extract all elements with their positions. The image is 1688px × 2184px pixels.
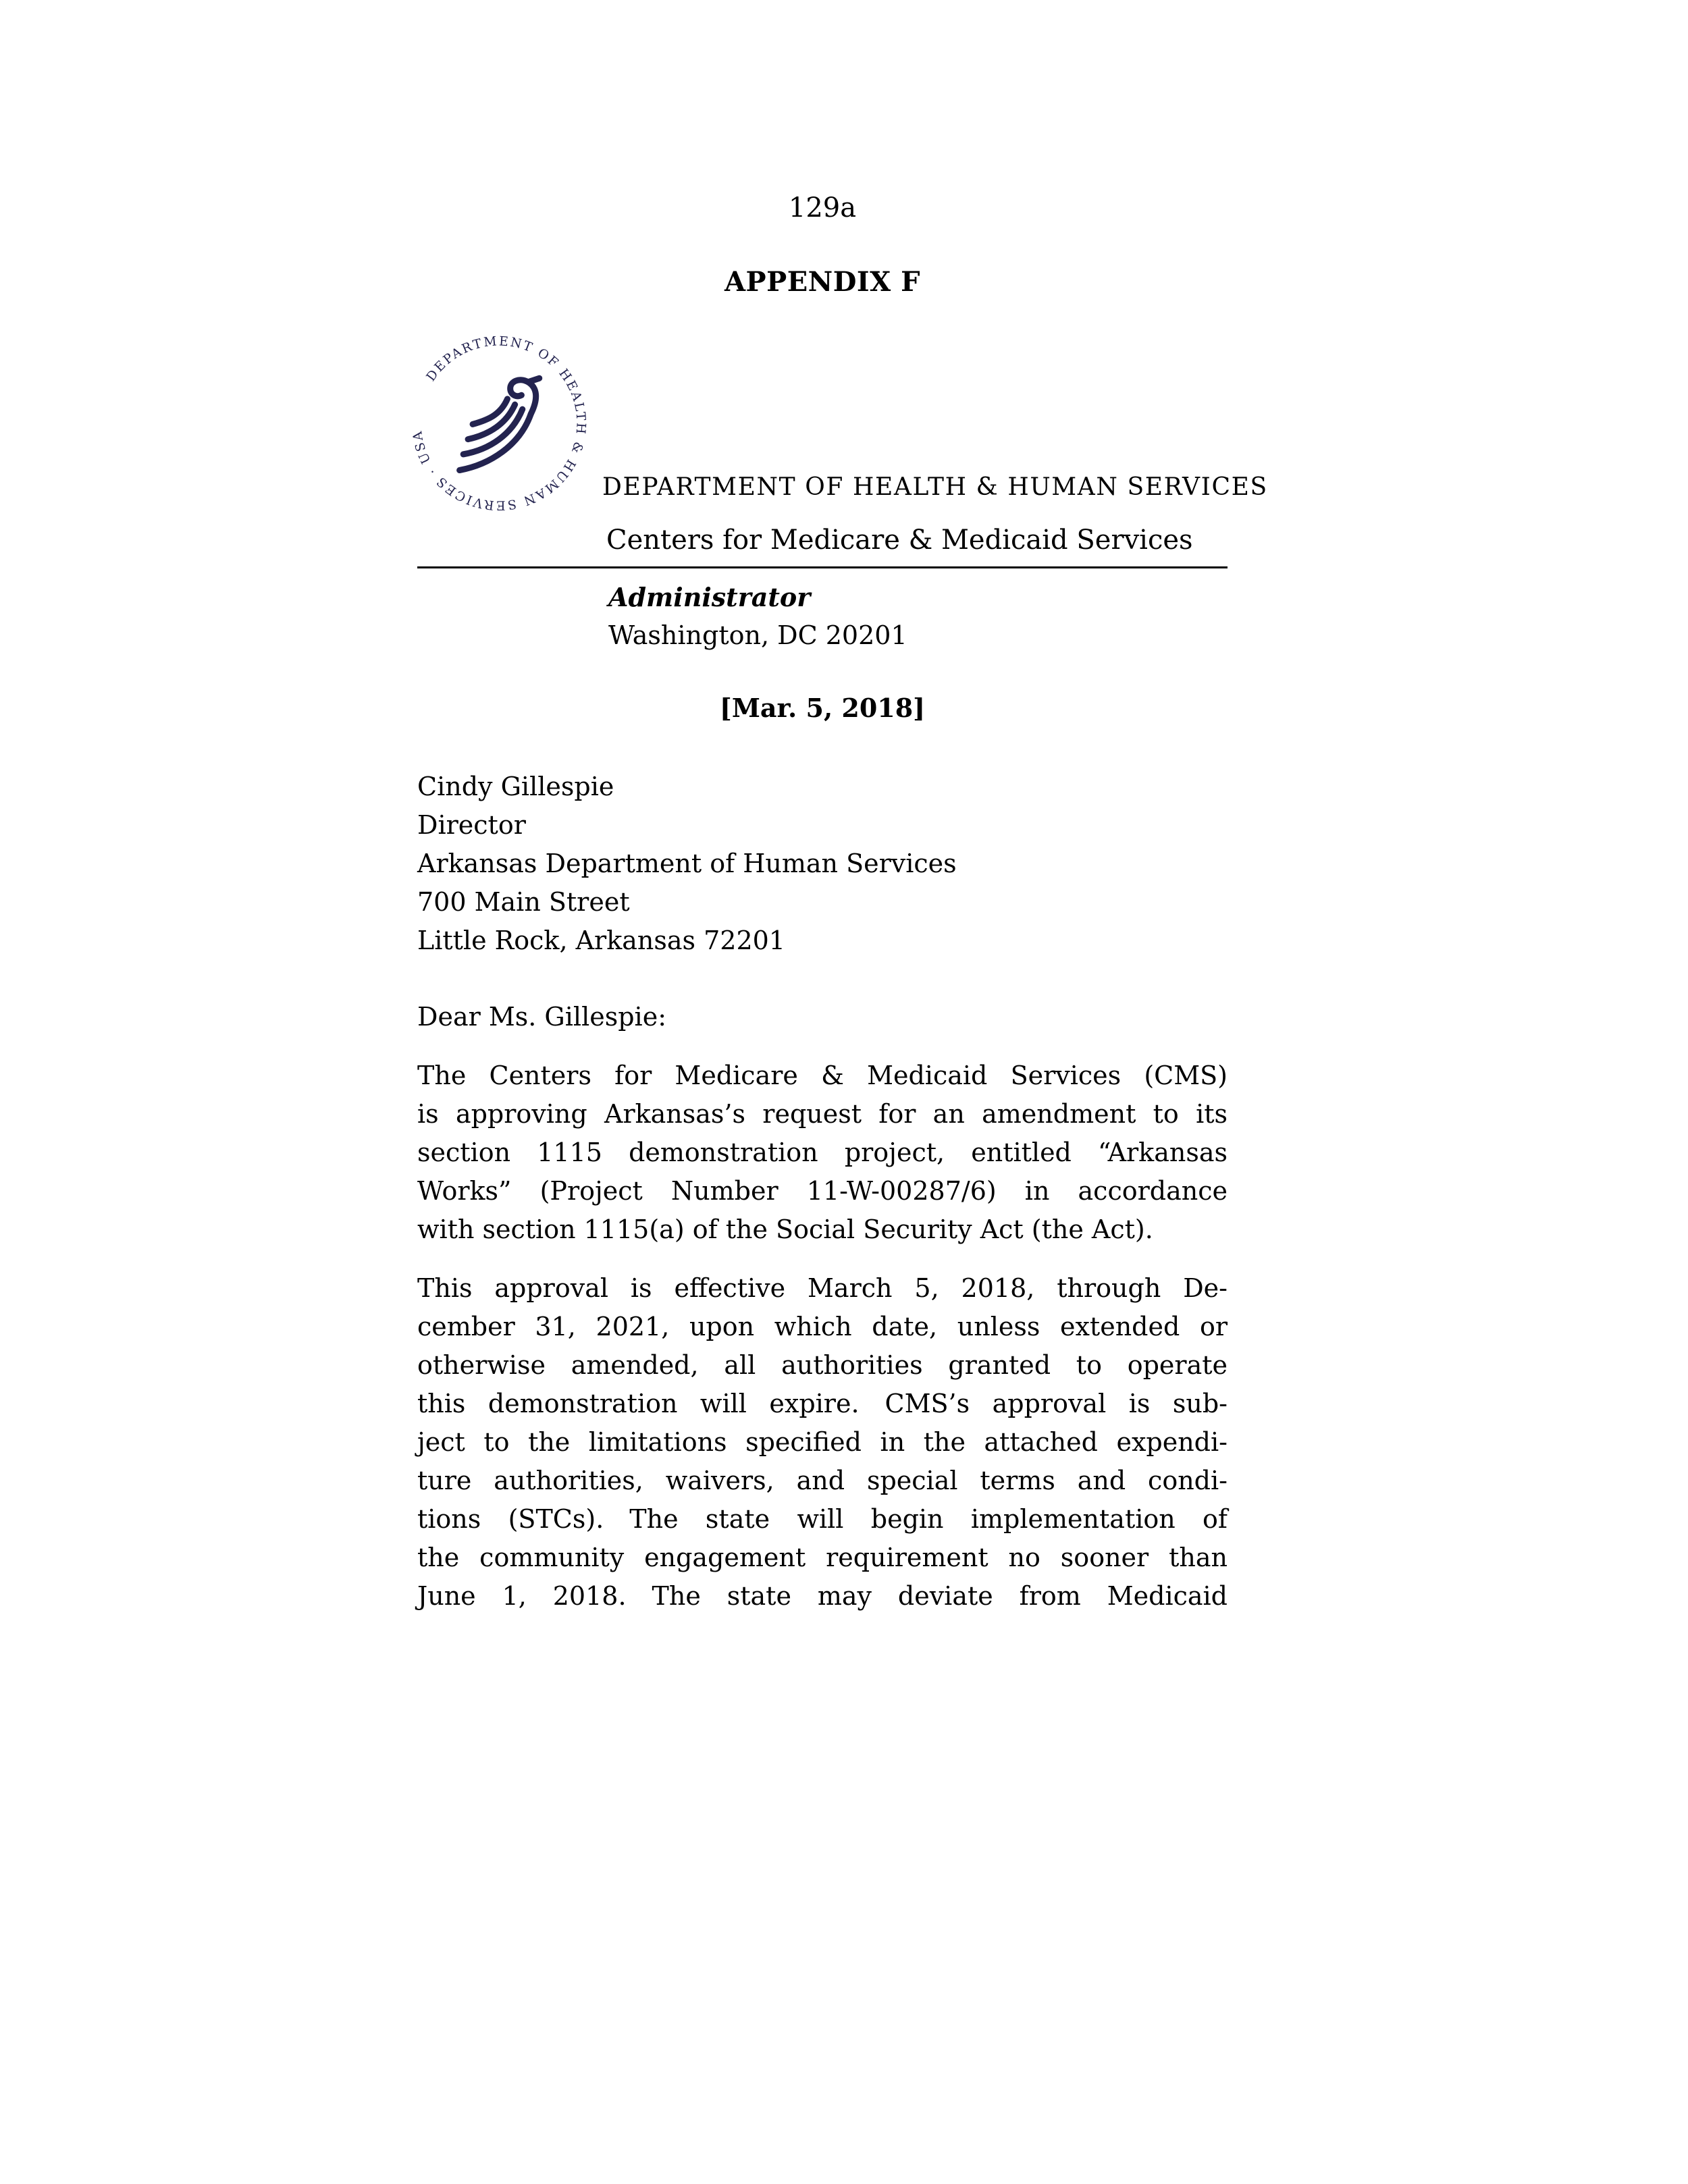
- text-line: this demonstration will expire. CMS’s approval is sub-: [417, 1389, 1228, 1418]
- hhs-seal-icon: [405, 329, 593, 517]
- text-line: Cindy Gillespie: [417, 772, 614, 801]
- appendix-title: APPENDIX F: [724, 266, 920, 298]
- seal-ring-text: DEPARTMENT OF HEALTH & HUMAN SERVICES · USA: [410, 334, 588, 512]
- text-line: This approval is effective March 5, 2018, through De-: [417, 1273, 1228, 1303]
- text-line: Director: [417, 810, 526, 840]
- letterhead-city: Washington, DC 20201: [608, 620, 907, 650]
- letterhead: [410, 329, 1268, 517]
- text-line: otherwise amended, all authorities granted to operate: [417, 1350, 1228, 1380]
- date-line: [Mar. 5, 2018]: [719, 693, 926, 723]
- text-line: ject to the limitations specified in the attached expendi-: [417, 1427, 1228, 1457]
- text-line: June 1, 2018. The state may deviate from Medicaid: [417, 1581, 1228, 1611]
- text-line: ture authorities, waivers, and special terms and condi-: [417, 1466, 1228, 1495]
- page-number: 129a: [788, 192, 857, 223]
- body-paragraph-1: [417, 1057, 1228, 1249]
- text-line: section 1115 demonstration project, entitled “Arkansas: [417, 1138, 1228, 1167]
- text-line: Works” (Project Number 11-W-00287/6) in accordance: [417, 1176, 1228, 1206]
- text-line: 700 Main Street: [417, 887, 630, 917]
- page-content: [410, 0, 1268, 1616]
- seal-eagle-icon: [460, 378, 539, 470]
- text-line: is approving Arkansas’s request for an amendment to its: [417, 1099, 1228, 1129]
- office-title: Administrator: [608, 582, 811, 612]
- body-paragraph-2: [417, 1269, 1228, 1616]
- text-line: the community engagement requirement no sooner than: [417, 1543, 1228, 1572]
- text-line: cember 31, 2021, upon which date, unless extended or: [417, 1312, 1228, 1341]
- department-name: DEPARTMENT OF HEALTH & HUMAN SERVICES: [602, 473, 1268, 501]
- text-line: Arkansas Department of Human Services: [417, 849, 957, 878]
- agency-name: Centers for Medicare & Medicaid Services: [606, 525, 1193, 556]
- text-line: tions (STCs). The state will begin implementation of: [417, 1504, 1228, 1534]
- recipient-address: [417, 768, 1228, 960]
- text-line: with section 1115(a) of the Social Security Act (the Act).: [417, 1215, 1153, 1244]
- agency-name-rule: [417, 518, 1228, 568]
- text-line: Little Rock, Arkansas 72201: [417, 926, 785, 955]
- salutation: Dear Ms. Gillespie:: [417, 1002, 666, 1032]
- text-line: The Centers for Medicare & Medicaid Services (CMS): [417, 1061, 1228, 1090]
